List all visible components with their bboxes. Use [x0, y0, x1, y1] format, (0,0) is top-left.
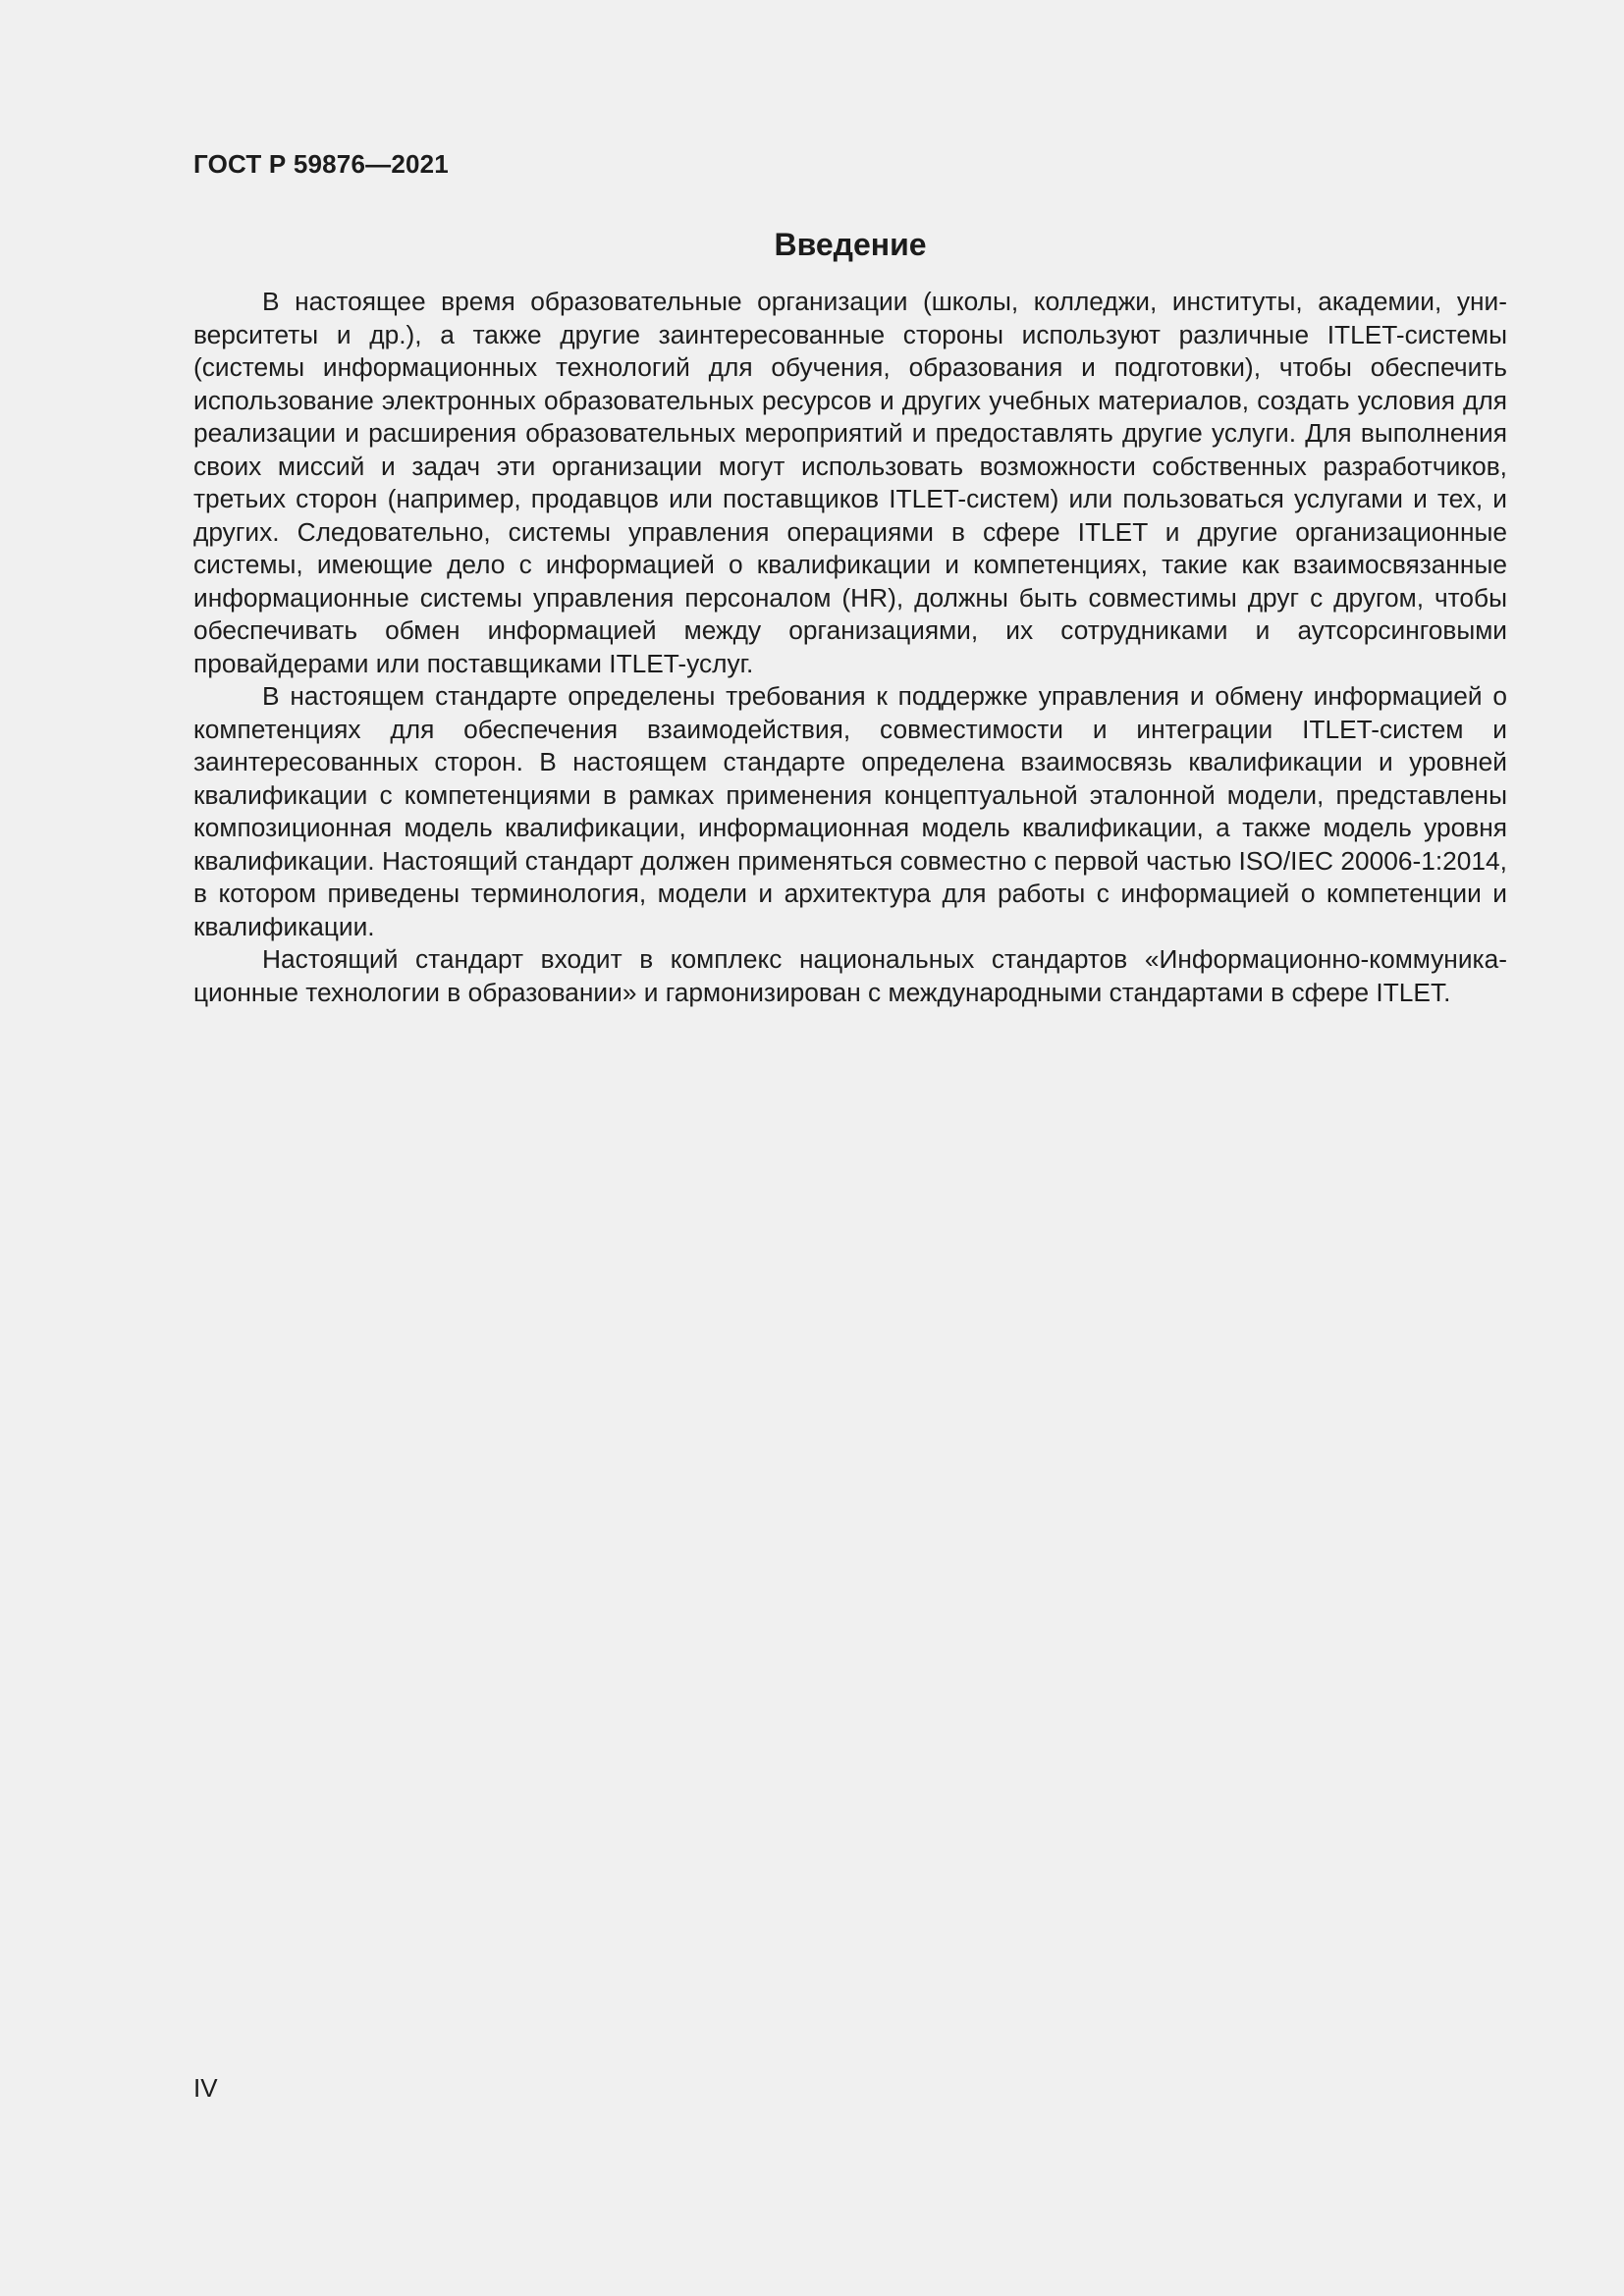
introduction-body: [193, 286, 1507, 1009]
document-designation: ГОСТ Р 59876—2021: [193, 149, 449, 179]
paragraph-1: В настоящее время образовательные организации (школы, колледжи, институты, академии, университеты и др.), а также другие заинтересованные стороны используют различные ITLET-системы (системы информационных технологий для обучения, образования и подготовки), чтобы обеспечить использование электронных образовательных ресурсов и других учебных материалов, создать условия для реализации и расширения образовательных мероприятий и предоставлять другие услуги. Для выполнения своих миссий и задач эти организации могут использовать возможности собственных разработчиков, третьих сторон (например, продавцов или поставщиков ITLET-систем) или пользоваться услугами и тех, и других. Следовательно, системы управления операциями в сфере ITLET и другие организационные системы, имеющие дело с информацией о квалификации и компетенциях, такие как взаимосвязанные информационные системы управления персоналом (HR), должны быть совместимы друг с другом, чтобы обеспечивать обмен информацией между организациями, их сотрудниками и аутсорсинговыми провайдерами или поставщиками ITLET-услуг.: [193, 287, 1507, 678]
paragraph-2: В настоящем стандарте определены требования к поддержке управления и обмену информацией о компетенциях для обеспечения взаимодействия, совместимости и интеграции ITLET-систем и заинтересованных сторон. В настоящем стандарте определена взаимосвязь квалификации и уровней квалификации с компетенциями в рамках применения концептуальной эталонной модели, представлены композиционная модель квалификации, информационная модель квалификации, а также модель уровня квалификации. Настоящий стандарт должен применяться совместно с первой частью ISO/IEC 20006-1:2014, в котором приведены терминология, модели и архитектура для работы с информацией о компетенции и квалификации.: [193, 681, 1507, 941]
page-number: IV: [193, 2073, 218, 2103]
paragraph-3: Настоящий стандарт входит в комплекс национальных стандартов «Информационно-коммуникационные технологии в образовании» и гармонизирован с международными стандартами в сфере ITLET.: [193, 944, 1507, 1007]
section-title: Введение: [774, 227, 927, 262]
